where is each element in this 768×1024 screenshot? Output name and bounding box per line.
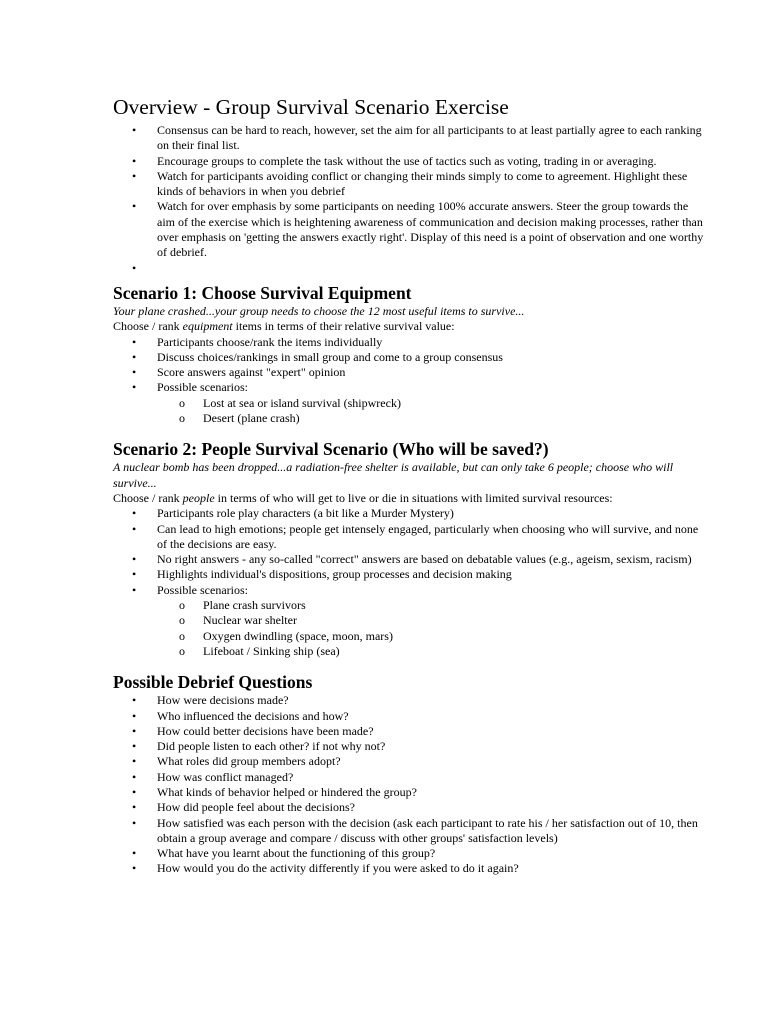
scenario2-sublist [113, 598, 708, 659]
list-item: • How did people feel about the decisions? [113, 800, 708, 815]
list-item: • Possible scenarios: [113, 583, 708, 598]
scenario2-heading: Scenario 2: People Survival Scenario (Who will be saved?) [113, 439, 549, 460]
list-item: • How could better decisions have been made? [113, 724, 708, 739]
list-item: • How would you do the activity differently if you were asked to do it again? [113, 861, 708, 876]
list-item: • Watch for participants avoiding conflict or changing their minds simply to come to agreement. Highlight these kinds of behaviors in when you debrief [113, 169, 708, 200]
list-item: • Participants role play characters (a bit like a Murder Mystery) [113, 506, 708, 521]
list-item: • Highlights individual's dispositions, group processes and decision making [113, 567, 708, 582]
scenario2-list [113, 506, 708, 598]
list-item: • Possible scenarios: [113, 380, 708, 395]
list-item: • How were decisions made? [113, 693, 708, 708]
list-item: • Score answers against "expert" opinion [113, 365, 708, 380]
sub-list-item: o Lost at sea or island survival (shipwreck) [113, 396, 708, 411]
scenario2-choose-line [113, 491, 708, 506]
sub-list-item: o Plane crash survivors [113, 598, 708, 613]
scenario1-sublist [113, 396, 708, 427]
list-item: • Who influenced the decisions and how? [113, 709, 708, 724]
scenario1-choose-line [113, 319, 708, 334]
choose-text: items in terms of their relative survival value: [232, 319, 455, 334]
sub-list-item: o Nuclear war shelter [113, 613, 708, 628]
scenario1-heading: Scenario 1: Choose Survival Equipment [113, 282, 412, 303]
list-item: • Can lead to high emotions; people get intensely engaged, particularly when choosing who will survive, and none of the decisions are easy. [113, 522, 708, 553]
sub-list-item: o Oxygen dwindling (space, moon, mars) [113, 629, 708, 644]
debrief-list [113, 693, 708, 877]
list-item-empty [113, 261, 708, 276]
debrief-heading: Possible Debrief Questions [113, 672, 313, 693]
list-item: • How was conflict managed? [113, 770, 708, 785]
list-item: • Encourage groups to complete the task without the use of tactics such as voting, trading in or averaging. [113, 154, 708, 169]
list-item: • How satisfied was each person with the decision (ask each participant to rate his / her satisfaction out of 10, then obtain a group average and compare / discuss with other groups' satisfaction levels) [113, 816, 708, 847]
list-item: • What kinds of behavior helped or hindered the group? [113, 785, 708, 800]
choose-emphasis: people [182, 490, 215, 505]
overview-heading: Overview - Group Survival Scenario Exercise [113, 95, 509, 119]
list-item: • Did people listen to each other? if not why not? [113, 739, 708, 754]
scenario1-intro: Your plane crashed...your group needs to choose the 12 most useful items to survive... [113, 303, 525, 318]
list-item: • Consensus can be hard to reach, however, set the aim for all participants to at least partially agree to each ranking on their final list. [113, 123, 708, 154]
list-item: • No right answers - any so-called "correct" answers are based on debatable values (e.g., ageism, sexism, racism) [113, 552, 708, 567]
choose-text: Choose / rank [113, 319, 183, 334]
sub-list-item: o Lifeboat / Sinking ship (sea) [113, 644, 708, 659]
choose-text: in terms of who will get to live or die in situations with limited survival resources: [214, 490, 613, 505]
scenario1-list [113, 335, 708, 396]
overview-list [113, 123, 708, 276]
scenario2-intro: A nuclear bomb has been dropped...a radiation-free shelter is available, but can only take 6 people; choose who will survive... [113, 460, 674, 490]
list-item: • Discuss choices/rankings in small group and come to a group consensus [113, 350, 708, 365]
choose-text: Choose / rank [113, 490, 183, 505]
list-item: • What roles did group members adopt? [113, 754, 708, 769]
list-item: • Watch for over emphasis by some participants on needing 100% accurate answers. Steer the group towards the aim of the exercise which is heightening awareness of communication and decision making processes, rather than over emphasis on 'getting the answers exactly right'. Display of this need is a point of observation and one worthy of debrief. [113, 199, 708, 260]
list-item: • What have you learnt about the functioning of this group? [113, 846, 708, 861]
list-item: • Participants choose/rank the items individually [113, 335, 708, 350]
sub-list-item: o Desert (plane crash) [113, 411, 708, 426]
choose-emphasis: equipment [182, 319, 233, 334]
